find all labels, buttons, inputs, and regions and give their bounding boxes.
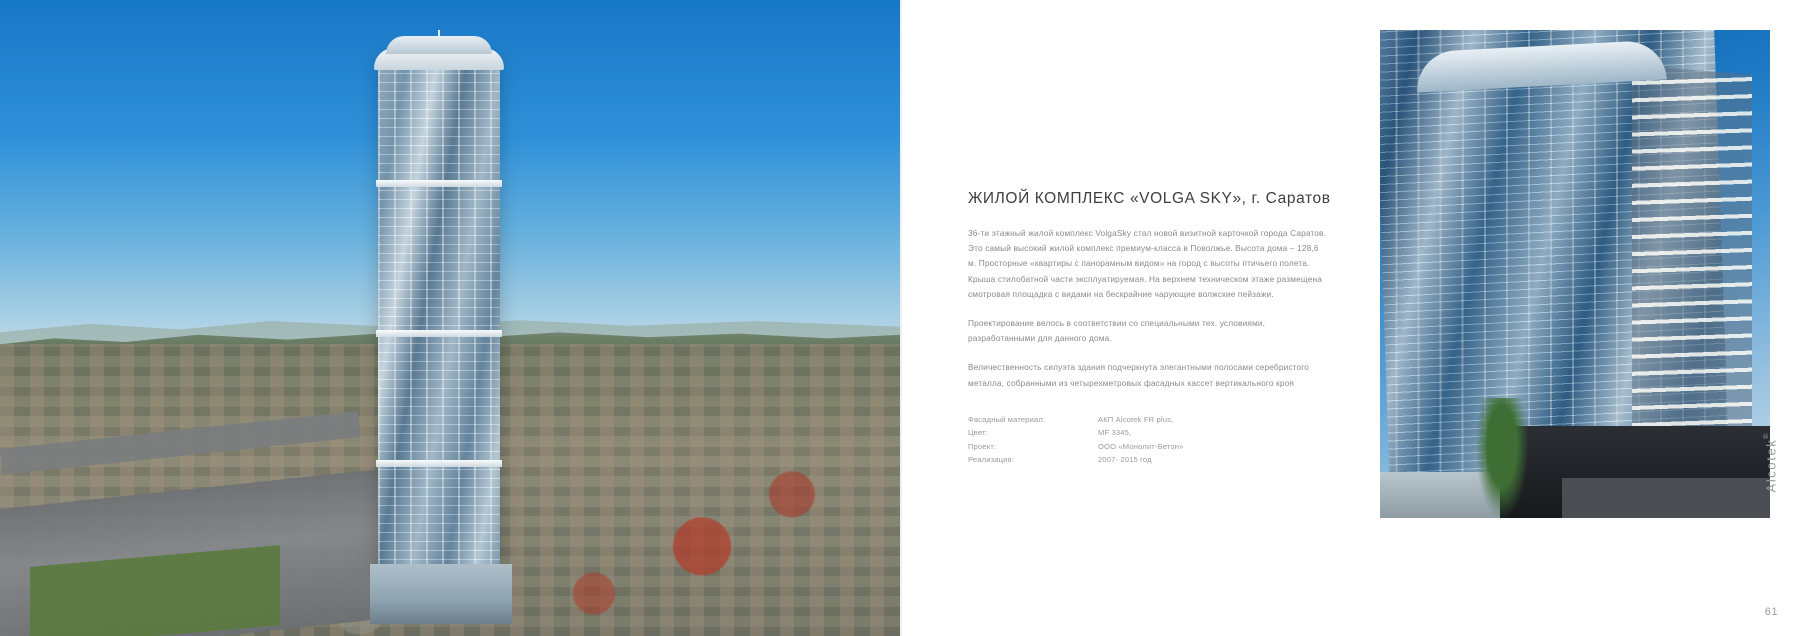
brand-mark [1762, 430, 1778, 492]
spec-row [968, 426, 1328, 440]
spec-value: 2007- 2015 год [1098, 455, 1152, 465]
right-page [900, 0, 1800, 636]
balcony-stack [1632, 66, 1752, 474]
body-paragraph: 36-ти этажный жилой комплекс VolgaSky стал новой визитной карточкой города Саратов. Это самый высокий жилой комплекс премиум-класса в Поволжье. Высота дома – 128,6 м. Просторные «квартиры с панорамным видом» на город с высоты птичьего полета. Крыша стилобатной части эксплуатируемая. На верхнем техническом этаже размещена смотровая площадка с видами на бескрайние чарующие волжские пейзажи. [968, 228, 1327, 299]
spec-row [968, 413, 1328, 427]
spec-row [968, 440, 1328, 454]
registered-trademark-icon: ® [1761, 430, 1769, 439]
facade-photo [1380, 30, 1770, 518]
text-column [968, 190, 1331, 467]
facade-band [376, 330, 502, 337]
page-gutter [900, 0, 902, 636]
tower-glass-facade [378, 58, 500, 578]
spec-value: МF 3345, [1098, 428, 1132, 438]
spec-label: Проект: [968, 441, 997, 451]
tower-podium [370, 564, 512, 624]
page-number: 61 [1764, 606, 1778, 618]
body-paragraph: Величественность силуэта здания подчеркнута элегантными полосами серебристого металла, собранными из четырехметровых фасадных кассет вертикального кроя [968, 362, 1310, 388]
spec-value: ООО «Монолит-Бетон» [1098, 441, 1184, 451]
spec-label: Цвет: [968, 428, 988, 438]
tree [1476, 398, 1528, 518]
spec-row [968, 453, 1328, 467]
spec-value: АКП Alcotek FR plus, [1098, 414, 1174, 424]
spec-label: Реализация: [968, 455, 1015, 465]
body-paragraph: Проектирование велось в соответствии со специальными тех. условиями, разработанными для данного дома. [968, 318, 1266, 344]
facade-band [376, 180, 502, 187]
volga-sky-tower [368, 30, 513, 590]
brand-text: Alcotek [1763, 438, 1778, 493]
spec-list [968, 413, 1328, 467]
podium-base [1562, 478, 1770, 518]
spec-label: Фасадный материал: [968, 414, 1046, 424]
page-title: ЖИЛОЙ КОМПЛЕКС «VOLGA SKY», г. Саратов [968, 190, 1331, 207]
facade-band [376, 460, 502, 467]
tower-cap [386, 36, 492, 54]
